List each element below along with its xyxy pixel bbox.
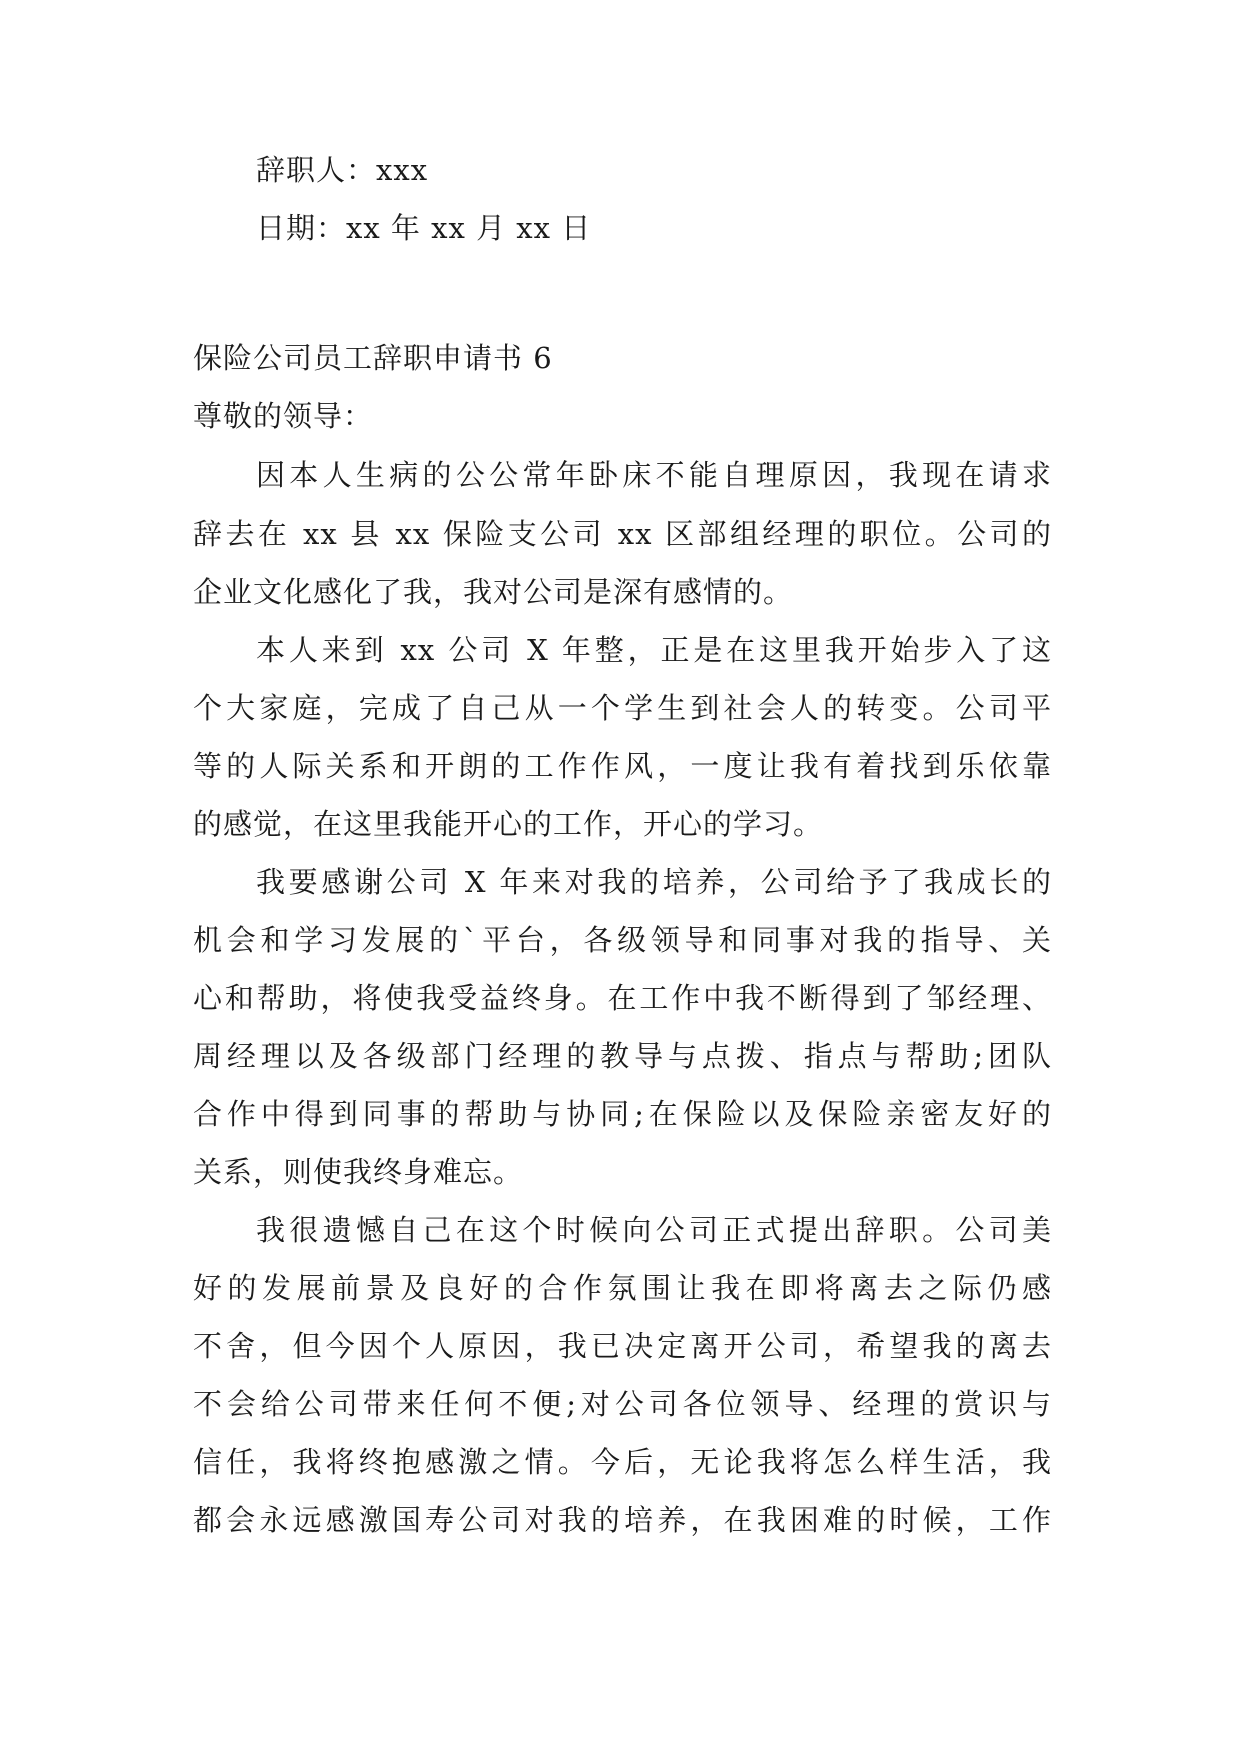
body-line: 辞去在 xx 县 xx 保险支公司 xx 区部组经理的职位。公司的 — [193, 517, 1052, 551]
body-line: 我很遗憾自己在这个时候向公司正式提出辞职。公司美 — [256, 1213, 1052, 1247]
body-line: 等的人际关系和开朗的工作作风，一度让我有着找到乐依靠 — [193, 749, 1052, 783]
letter-title: 保险公司员工辞职申请书 6 — [193, 341, 553, 375]
body-line: 信任，我将终抱感激之情。今后，无论我将怎么样生活，我 — [193, 1445, 1052, 1479]
body-line: 机会和学习发展的`平台，各级领导和同事对我的指导、关 — [193, 923, 1052, 957]
body-line: 都会永远感激国寿公司对我的培养，在我困难的时候，工作 — [193, 1503, 1052, 1537]
body-line: 关系，则使我终身难忘。 — [193, 1155, 524, 1189]
body-line: 个大家庭，完成了自己从一个学生到社会人的转变。公司平 — [193, 691, 1052, 725]
body-line: 心和帮助，将使我受益终身。在工作中我不断得到了邹经理、 — [193, 981, 1052, 1015]
body-line: 因本人生病的公公常年卧床不能自理原因，我现在请求 — [256, 458, 1052, 492]
salutation: 尊敬的领导： — [193, 399, 374, 433]
body-line: 不会给公司带来任何不便;对公司各位领导、经理的赏识与 — [193, 1387, 1052, 1421]
body-line: 企业文化感化了我，我对公司是深有感情的。 — [193, 575, 794, 609]
body-line: 合作中得到同事的帮助与协同;在保险以及保险亲密友好的 — [193, 1097, 1052, 1131]
body-line: 不舍，但今因个人原因，我已决定离开公司，希望我的离去 — [193, 1329, 1052, 1363]
body-line: 周经理以及各级部门经理的教导与点拨、指点与帮助;团队 — [193, 1039, 1052, 1073]
body-line: 我要感谢公司 X 年来对我的培养，公司给予了我成长的 — [256, 865, 1052, 899]
resigner-signature: 辞职人：xxx — [256, 153, 429, 187]
body-line: 本人来到 xx 公司 X 年整，正是在这里我开始步入了这 — [256, 633, 1052, 667]
body-line: 的感觉，在这里我能开心的工作，开心的学习。 — [193, 807, 824, 841]
body-line: 好的发展前景及良好的合作氛围让我在即将离去之际仍感 — [193, 1271, 1052, 1305]
signature-date: 日期：xx 年 xx 月 xx 日 — [256, 211, 592, 245]
